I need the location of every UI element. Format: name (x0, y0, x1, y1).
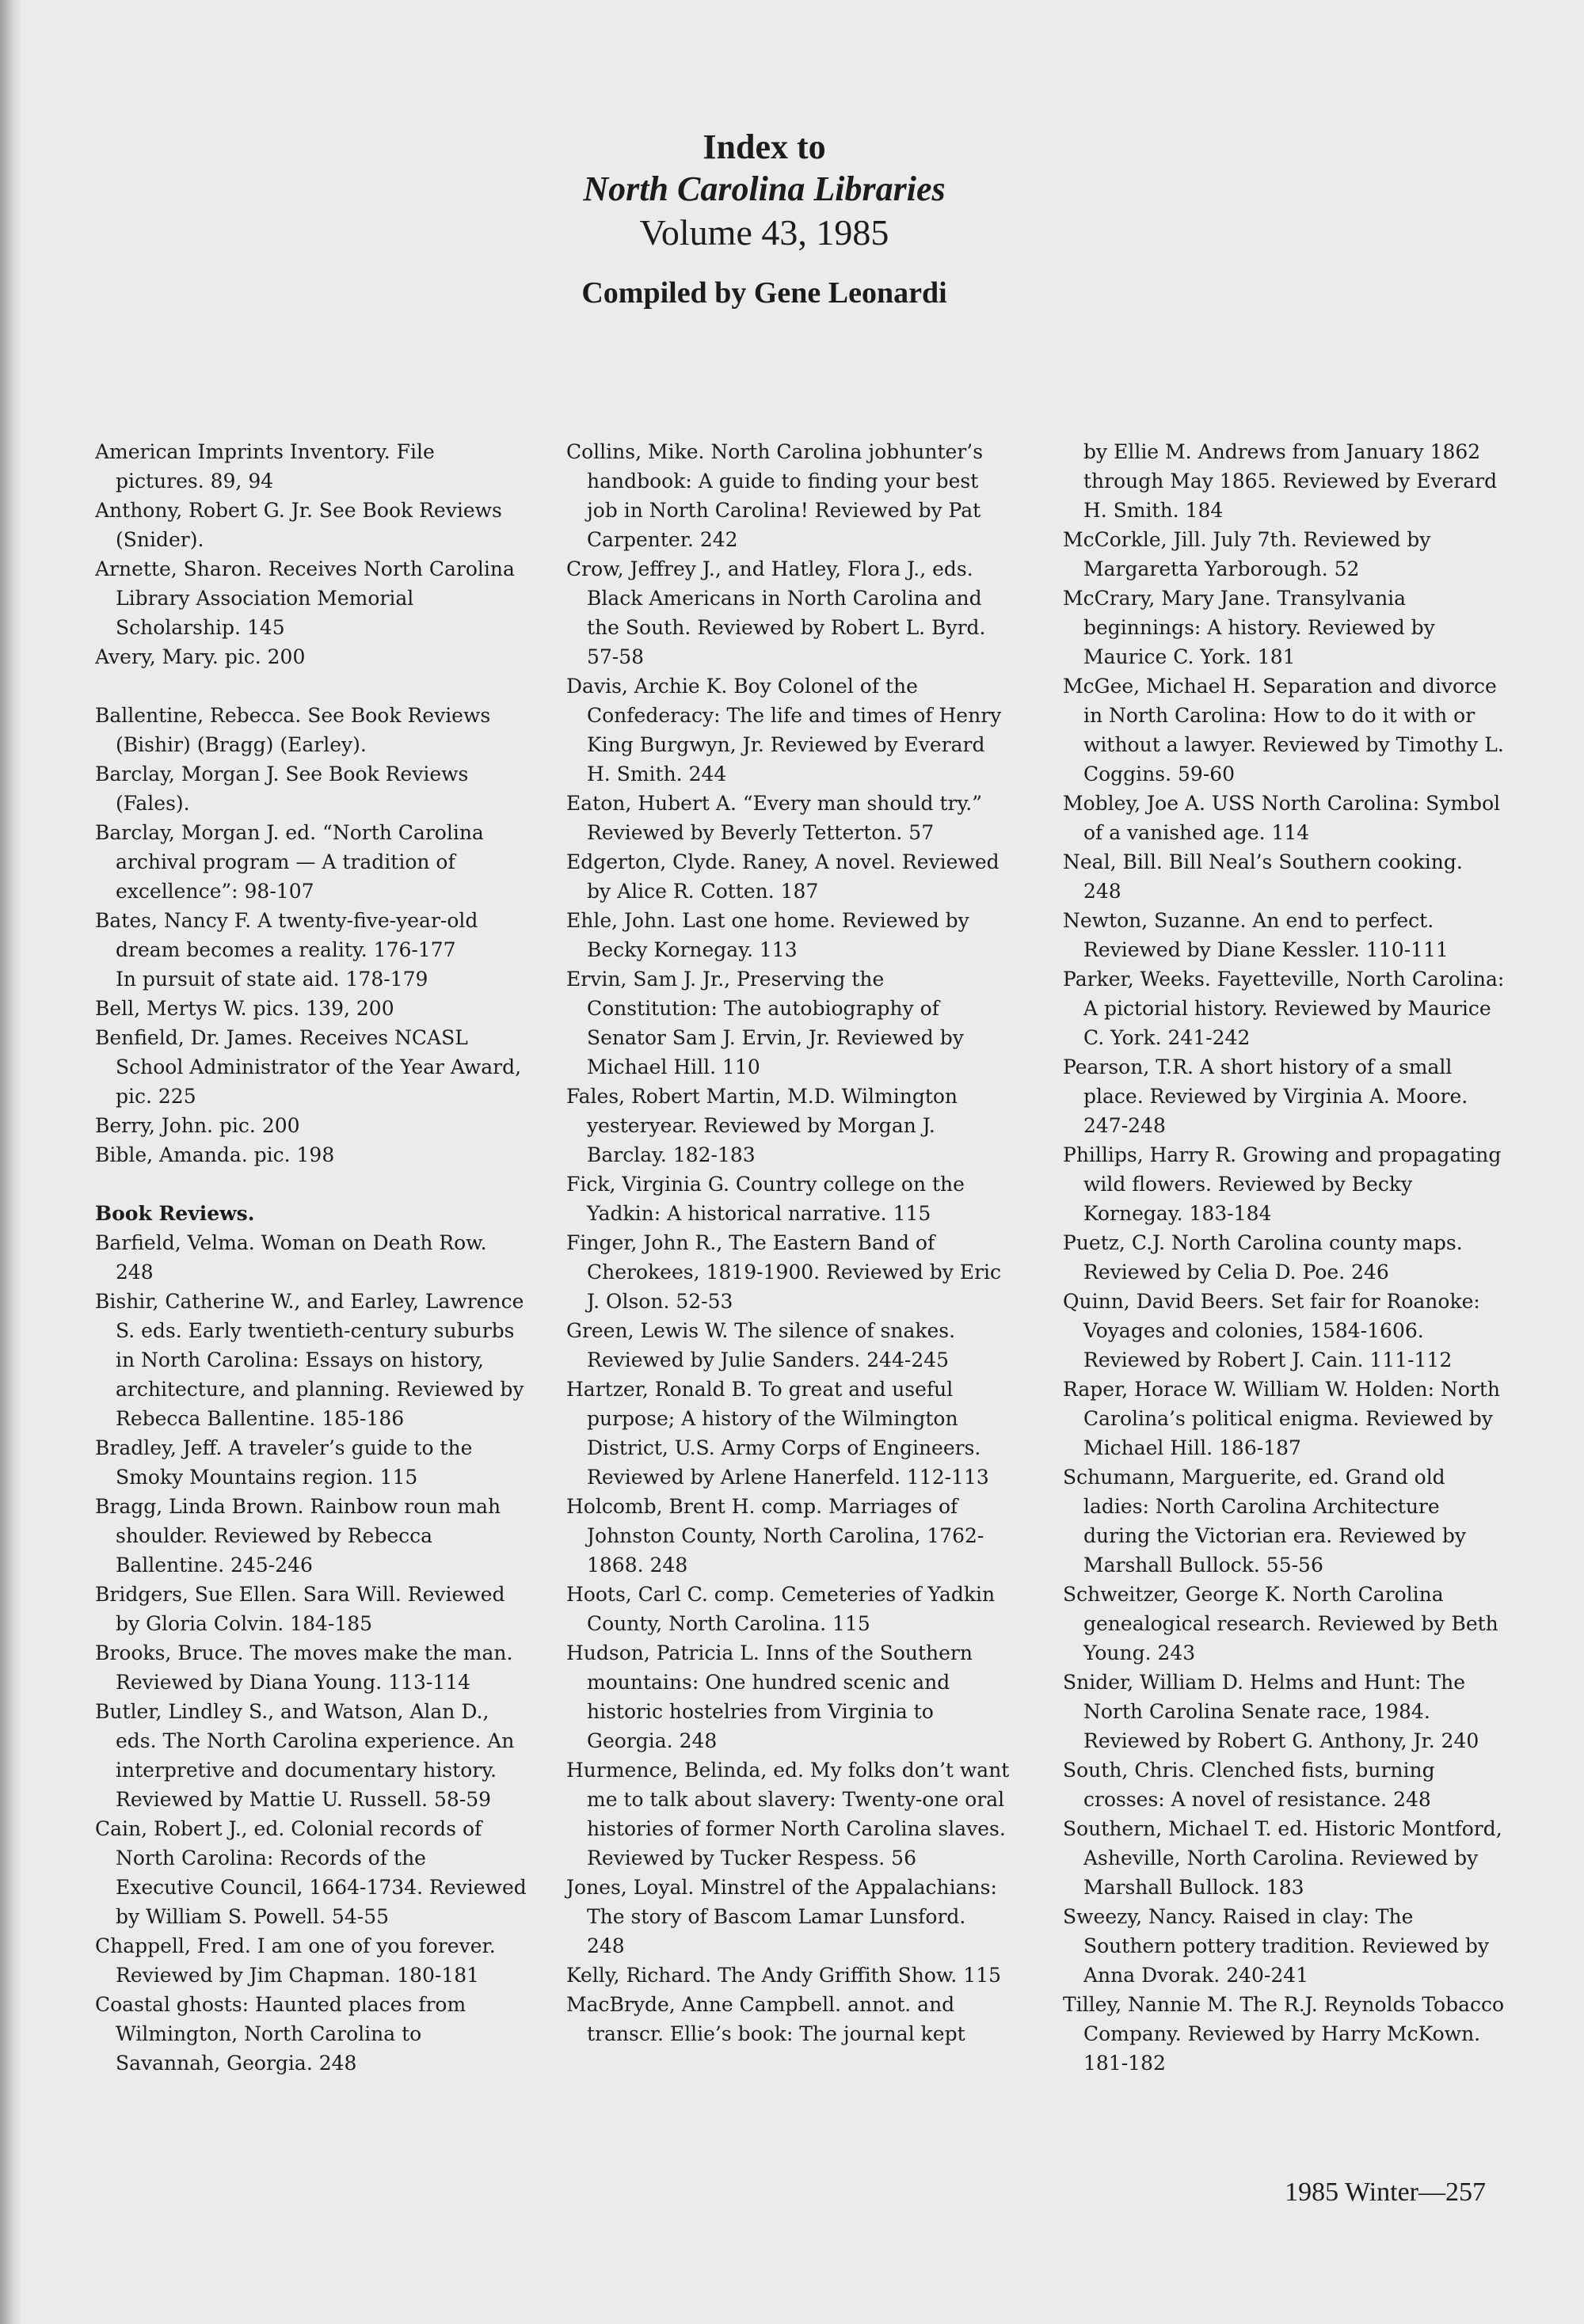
index-entry: Davis, Archie K. Boy Colonel of the Confederacy: The life and times of Henry King Burgwyn, Jr. Reviewed by Everard H. Smith. 244 (566, 675, 1002, 785)
index-entry: Ballentine, Rebecca. See Book Reviews (Bishir) (Bragg) (Earley). (95, 704, 491, 756)
index-entry: Neal, Bill. Bill Neal’s Southern cooking. 248 (1063, 850, 1463, 903)
index-entry: Barfield, Velma. Woman on Death Row. 248 (95, 1231, 487, 1284)
index-entry: Berry, John. pic. 200 (95, 1114, 300, 1137)
index-entry: Bates, Nancy F. A twenty-five-year-old dream becomes a reality. 176-177 (95, 909, 478, 961)
index-entry: Holcomb, Brent H. comp. Marriages of Johnston County, North Carolina, 1762-1868. 248 (566, 1495, 984, 1577)
index-entry: Benfield, Dr. James. Receives NCASL School Administrator of the Year Award, pic. 225 (95, 1026, 522, 1108)
index-entry: Schweitzer, George K. North Carolina genealogical research. Reviewed by Beth Young. 243 (1063, 1583, 1498, 1664)
index-entry: Green, Lewis W. The silence of snakes. Reviewed by Julie Sanders. 244-245 (566, 1319, 956, 1371)
index-entry: Barclay, Morgan J. ed. “North Carolina archival program — A tradition of excellence”: 98-107 (95, 821, 484, 903)
index-entry: Eaton, Hubert A. “Every man should try.” Reviewed by Beverly Tetterton. 57 (566, 792, 983, 844)
page-footer: 1985 Winter—257 (1285, 2178, 1486, 2207)
index-entry: Bradley, Jeff. A traveler’s guide to the Smoky Mountains region. 115 (95, 1436, 473, 1489)
index-entry: Cain, Robert J., ed. Colonial records of North Carolina: Records of the Executive Council, 1664-1734. Reviewed by William S. Powell. 54-55 (95, 1817, 527, 1928)
index-column-1 (95, 437, 527, 2078)
section-heading-book-reviews: Book Reviews. (95, 1202, 255, 1225)
index-entry: Finger, John R., The Eastern Band of Cherokees, 1819-1900. Reviewed by Eric J. Olson. 52-53 (566, 1231, 1002, 1313)
index-entry: South, Chris. Clenched fists, burning crosses: A novel of resistance. 248 (1063, 1759, 1435, 1811)
index-entry: Edgerton, Clyde. Raney, A novel. Reviewed by Alice R. Cotten. 187 (566, 850, 1000, 903)
index-entry: Pearson, T.R. A short history of a small place. Reviewed by Virginia A. Moore. 247-248 (1063, 1055, 1468, 1137)
index-entry: Hurmence, Belinda, ed. My folks don’t want me to talk about slavery: Twenty-one oral histories of former North Carolina slaves. Reviewed by Tucker Respess. 56 (566, 1759, 1010, 1869)
index-entry: Quinn, David Beers. Set fair for Roanoke: Voyages and colonies, 1584-1606. Reviewed by Robert J. Cain. 111-112 (1063, 1290, 1480, 1371)
title-publication: North Carolina Libraries (583, 169, 946, 208)
index-entry: Hudson, Patricia L. Inns of the Southern mountains: One hundred scenic and historic hostelries from Virginia to Georgia. 248 (566, 1641, 973, 1752)
index-entry: Snider, William D. Helms and Hunt: The North Carolina Senate race, 1984. Reviewed by Robert G. Anthony, Jr. 240 (1063, 1671, 1479, 1752)
index-entry: Hartzer, Ronald B. To great and useful purpose; A history of the Wilmington District, U.S. Army Corps of Engineers. Reviewed by Arlene Hanerfeld. 112-113 (566, 1378, 989, 1489)
index-entry: Kelly, Richard. The Andy Griffith Show. 115 (566, 1964, 1001, 1987)
index-entry: Parker, Weeks. Fayetteville, North Carolina: A pictorial history. Reviewed by Maurice C. York. 241-242 (1063, 968, 1505, 1049)
index-entry: Bishir, Catherine W., and Earley, Lawrence S. eds. Early twentieth-century suburbs in North Carolina: Essays on history, architecture, and planning. Reviewed by Rebecca Ballentine. 185-186 (95, 1290, 524, 1430)
index-entry: Brooks, Bruce. The moves make the man. Reviewed by Diana Young. 113-114 (95, 1641, 513, 1694)
index-entry: McGee, Michael H. Separation and divorce in North Carolina: How to do it with or without a lawyer. Reviewed by Timothy L. Coggins. 59-60 (1063, 675, 1504, 785)
index-entry: Bragg, Linda Brown. Rainbow roun mah shoulder. Reviewed by Rebecca Ballentine. 245-246 (95, 1495, 501, 1577)
index-entry: Fales, Robert Martin, M.D. Wilmington yesteryear. Reviewed by Morgan J. Barclay. 182-183 (566, 1085, 958, 1166)
index-entry: Raper, Horace W. William W. Holden: North Carolina’s political enigma. Reviewed by Michael Hill. 186-187 (1063, 1378, 1501, 1459)
spacer (95, 1170, 527, 1199)
index-column-3 (1063, 437, 1506, 2078)
index-entry: Butler, Lindley S., and Watson, Alan D., eds. The North Carolina experience. An interpretive and documentary history. Reviewed by Mattie U. Russell. 58-59 (95, 1700, 515, 1811)
index-entry: Fick, Virginia G. Country college on the Yadkin: A historical narrative. 115 (566, 1173, 965, 1225)
index-entry: Jones, Loyal. Minstrel of the Appalachians: The story of Bascom Lamar Lunsford. 248 (566, 1876, 997, 1957)
index-entry: McCorkle, Jill. July 7th. Reviewed by Margaretta Yarborough. 52 (1063, 528, 1431, 580)
index-entry: Tilley, Nannie M. The R.J. Reynolds Tobacco Company. Reviewed by Harry McKown. 181-182 (1063, 1993, 1505, 2075)
index-entry: MacBryde, Anne Campbell. annot. and transcr. Ellie’s book: The journal kept (566, 1993, 965, 2045)
index-entry: Bridgers, Sue Ellen. Sara Will. Reviewed by Gloria Colvin. 184-185 (95, 1583, 505, 1635)
index-entry: Crow, Jeffrey J., and Hatley, Flora J., eds. Black Americans in North Carolina and the South. Reviewed by Robert L. Byrd. 57-58 (566, 557, 986, 668)
index-entry: Newton, Suzanne. An end to perfect. Reviewed by Diane Kessler. 110-111 (1063, 909, 1449, 961)
title-volume: Volume 43, 1985 (639, 212, 889, 253)
title-index-to: Index to (703, 127, 826, 166)
page-binding-shadow (0, 0, 22, 2324)
index-entry: Collins, Mike. North Carolina jobhunter’s handbook: A guide to finding your best job in North Carolina! Reviewed by Pat Carpenter. 242 (566, 440, 984, 551)
index-entry: Puetz, C.J. North Carolina county maps. Reviewed by Celia D. Poe. 246 (1063, 1231, 1463, 1284)
index-entry: Ehle, John. Last one home. Reviewed by Becky Kornegay. 113 (566, 909, 969, 961)
compiled-by: Compiled by Gene Leonardi (581, 276, 947, 310)
index-subentry: In pursuit of state aid. 178-179 (116, 968, 428, 991)
index-entry: American Imprints Inventory. File pictures. 89, 94 (95, 440, 435, 493)
index-header (507, 127, 1022, 310)
index-entry: Sweezy, Nancy. Raised in clay: The Southern pottery tradition. Reviewed by Anna Dvorak. 240-241 (1063, 1905, 1489, 1987)
index-entry-continued: by Ellie M. Andrews from January 1862 through May 1865. Reviewed by Everard H. Smith. 184 (1083, 440, 1498, 522)
index-entry: Hoots, Carl C. comp. Cemeteries of Yadkin County, North Carolina. 115 (566, 1583, 996, 1635)
index-entry: Bible, Amanda. pic. 198 (95, 1143, 335, 1166)
index-entry: Southern, Michael T. ed. Historic Montford, Asheville, North Carolina. Reviewed by Marshall Bullock. 183 (1063, 1817, 1502, 1899)
index-entry: Avery, Mary. pic. 200 (95, 645, 306, 668)
index-entry: Arnette, Sharon. Receives North Carolina Library Association Memorial Scholarship. 145 (95, 557, 515, 639)
index-entry: Mobley, Joe A. USS North Carolina: Symbol of a vanished age. 114 (1063, 792, 1501, 844)
index-entry: Anthony, Robert G. Jr. See Book Reviews (Snider). (95, 499, 502, 551)
index-entry: McCrary, Mary Jane. Transylvania beginnings: A history. Reviewed by Maurice C. York. 181 (1063, 587, 1435, 668)
index-entry: Phillips, Harry R. Growing and propagating wild flowers. Reviewed by Becky Kornegay. 183-184 (1063, 1143, 1502, 1225)
index-entry: Ervin, Sam J. Jr., Preserving the Constitution: The autobiography of Senator Sam J. Ervin, Jr. Reviewed by Michael Hill. 110 (566, 968, 964, 1078)
spacer (95, 671, 527, 701)
index-column-2 (566, 437, 1010, 2048)
index-entry: Schumann, Marguerite, ed. Grand old ladies: North Carolina Architecture during the Victorian era. Reviewed by Marshall Bullock. 55-56 (1063, 1466, 1466, 1577)
index-entry: Bell, Mertys W. pics. 139, 200 (95, 997, 394, 1020)
index-entry: Coastal ghosts: Haunted places from Wilmington, North Carolina to Savannah, Georgia. 248 (95, 1993, 466, 2075)
index-entry: Barclay, Morgan J. See Book Reviews (Fales). (95, 763, 469, 815)
index-entry: Chappell, Fred. I am one of you forever. Reviewed by Jim Chapman. 180-181 (95, 1934, 496, 1987)
